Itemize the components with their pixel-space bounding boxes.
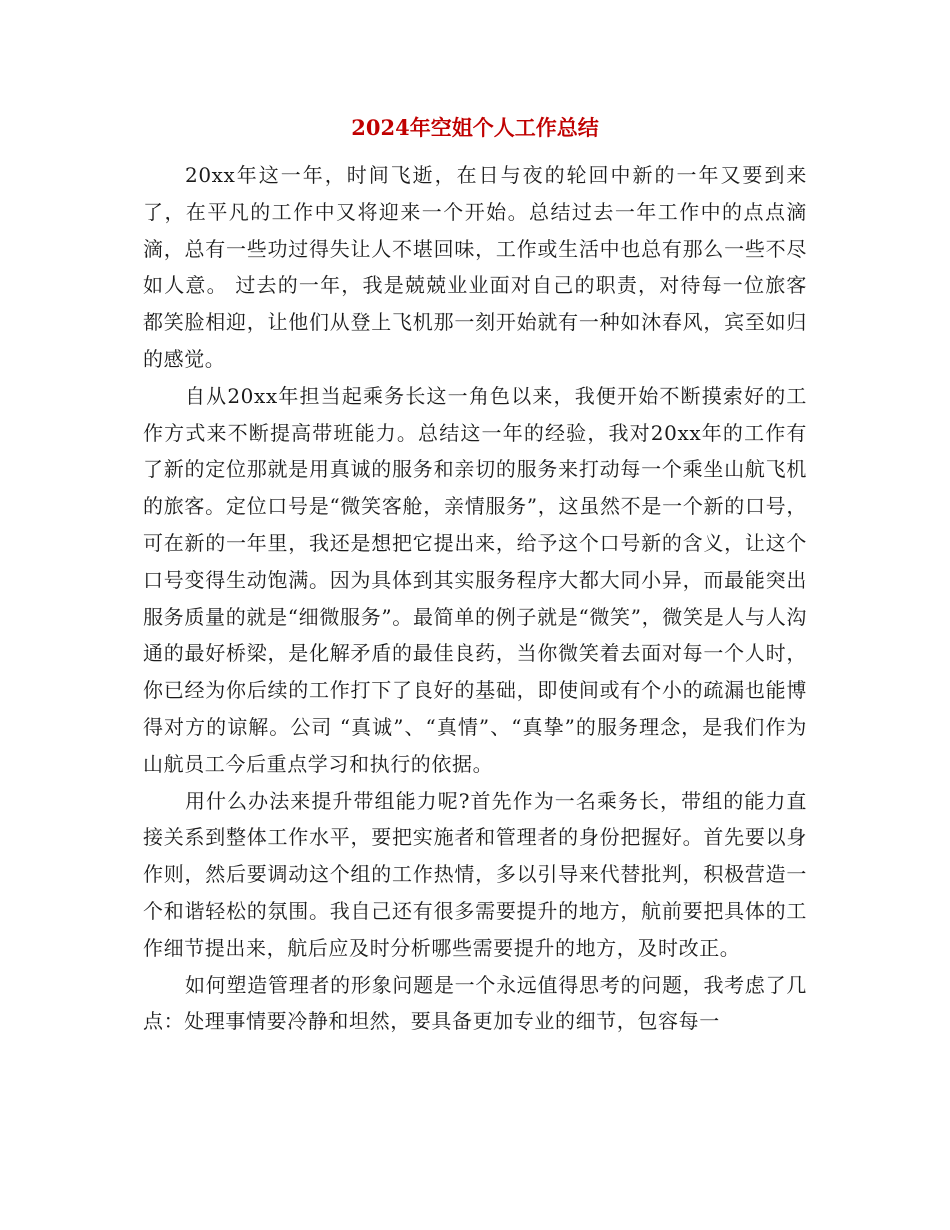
paragraph-4: 如何塑造管理者的形象问题是一个永远值得思考的问题，我考虑了几点：处理事情要冷静和坦然，要具备更加专业的细节，包容每一	[143, 972, 807, 1034]
document-body	[143, 157, 807, 1040]
document-title: 2024年空姐个人工作总结	[351, 115, 599, 140]
paragraph-2: 自从20xx年担当起乘务长这一角色以来，我便开始不断摸索好的工作方式来不断提高带班能力。总结这一年的经验，我对20xx年的工作有了新的定位那就是用真诚的服务和亲切的服务来打动每一个乘坐山航飞机的旅客。定位口号是“微笑客舱，亲情服务”，这虽然不是一个新的口号，可在新的一年里，我还是想把它提出来，给予这个口号新的含义，让这个口号变得生动饱满。因为具体到其实服务程序大都大同小异，而最能突出服务质量的就是“细微服务”。最简单的例子就是“微笑”，微笑是人与人沟通的最好桥梁，是化解矛盾的最佳良药，当你微笑着去面对每一个人时，你已经为你后续的工作打下了良好的基础，即使间或有个小的疏漏也能博得对方的谅解。公司 “真诚”、“真情”、“真挚”的服务理念，是我们作为山航员工今后重点学习和执行的依据。	[143, 383, 807, 776]
paragraph-3: 用什么办法来提升带组能力呢?首先作为一名乘务长，带组的能力直接关系到整体工作水平，要把实施者和管理者的身份把握好。首先要以身作则，然后要调动这个组的工作热情，多以引导来代替批判，积极营造一个和谐轻松的氛围。我自己还有很多需要提升的地方，航前要把具体的工作细节提出来，航后应及时分析哪些需要提升的地方，及时改正。	[143, 788, 807, 960]
paragraph-1: 20xx年这一年，时间飞逝，在日与夜的轮回中新的一年又要到来了，在平凡的工作中又将迎来一个开始。总结过去一年工作中的点点滴滴，总有一些功过得失让人不堪回味，工作或生活中也总有那么一些不尽如人意。 过去的一年，我是兢兢业业面对自己的职责，对待每一位旅客都笑脸相迎，让他们从登上飞机那一刻开始就有一种如沐春风，宾至如归的感觉。	[143, 163, 807, 371]
